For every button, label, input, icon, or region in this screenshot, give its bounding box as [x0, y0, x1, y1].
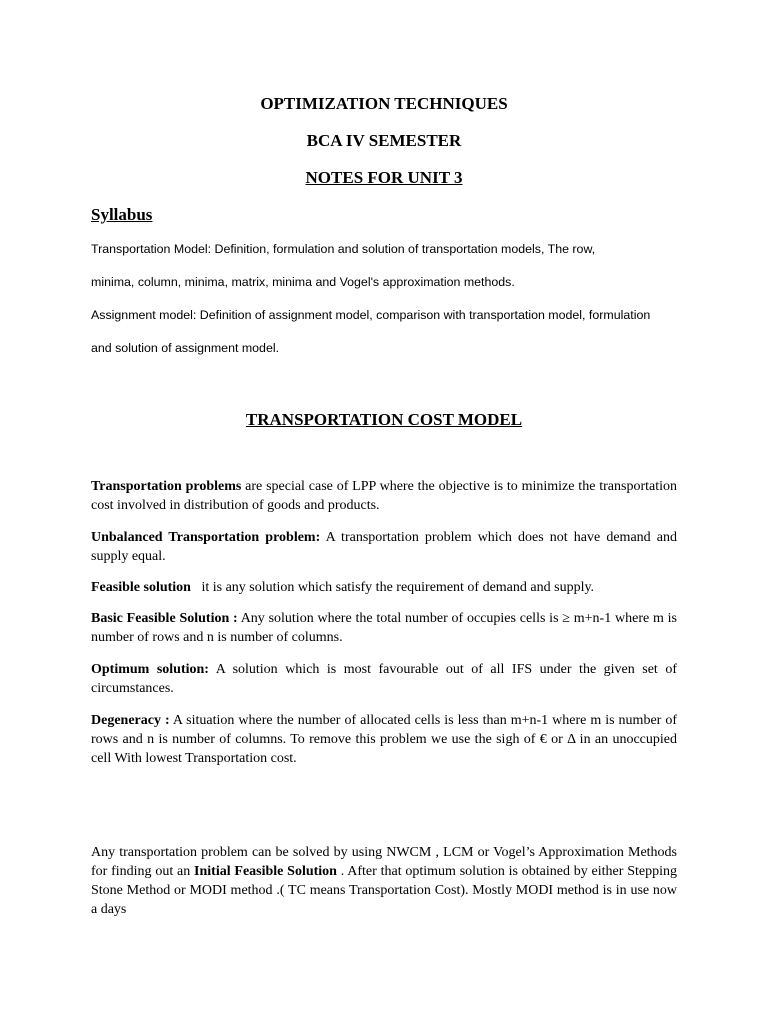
definition-term: Unbalanced Transportation problem: [91, 530, 321, 545]
syllabus-line: Assignment model: Definition of assignment model, comparison with transportation model, formulation [91, 308, 651, 322]
syllabus-line: minima, column, minima, matrix, minima and Vogel's approximation methods. [91, 275, 515, 289]
document-title: OPTIMIZATION TECHNIQUES [260, 94, 508, 113]
definition-paragraph [91, 609, 677, 647]
definition-paragraph [91, 660, 677, 698]
definition-term: Degeneracy : [91, 713, 170, 728]
definition-text: are special case of LPP where the objective is to minimize the transportation cost involved in distribution of goods and products. [91, 479, 677, 513]
definition-paragraph [91, 711, 677, 768]
semester-heading: BCA IV SEMESTER [306, 131, 462, 150]
closing-paragraph [91, 843, 677, 919]
definition-term: Feasible solution [91, 580, 191, 595]
syllabus-line: and solution of assignment model. [91, 341, 280, 355]
definition-text: A situation where the number of allocated cells is less than m+n-1 where m is number of rows and n is number of columns. To remove this problem we use the sigh of € or Δ in an unoccupied cell With lowest Transportation cost. [91, 713, 677, 766]
definition-term: Optimum solution: [91, 662, 209, 677]
definition-text: Any solution where the total number of occupies cells is ≥ m+n-1 where m is number of rows and n is number of columns. [91, 611, 677, 645]
section-title: TRANSPORTATION COST MODEL [245, 410, 523, 429]
definition-text: it is any solution which satisfy the requirement of demand and supply. [190, 580, 595, 595]
closing-text: Any transportation problem can be solved by using NWCM , LCM or Vogel’s Approximation Methods for finding out an [91, 845, 677, 879]
syllabus-heading: Syllabus [91, 205, 153, 224]
definition-text: A transportation problem which does not have demand and supply equal. [91, 530, 677, 564]
definition-paragraph [91, 528, 677, 566]
closing-text: . After that optimum solution is obtained by either Stepping Stone Method or MODI method .( TC means Transportation Cost). Mostly MODI method is in use now a days [91, 864, 677, 917]
definition-text: A solution which is most favourable out of all IFS under the given set of circumstances. [91, 662, 677, 696]
definition-term: Transportation problems [91, 479, 246, 494]
syllabus-line: Transportation Model: Definition, formulation and solution of transportation models, The row, [91, 242, 596, 256]
definition-paragraph [91, 477, 677, 515]
closing-emphasis: Initial Feasible Solution [194, 864, 337, 879]
unit-heading: NOTES FOR UNIT 3 [305, 168, 463, 187]
definition-term: Basic Feasible Solution : [91, 611, 238, 626]
definition-paragraph [91, 578, 677, 597]
